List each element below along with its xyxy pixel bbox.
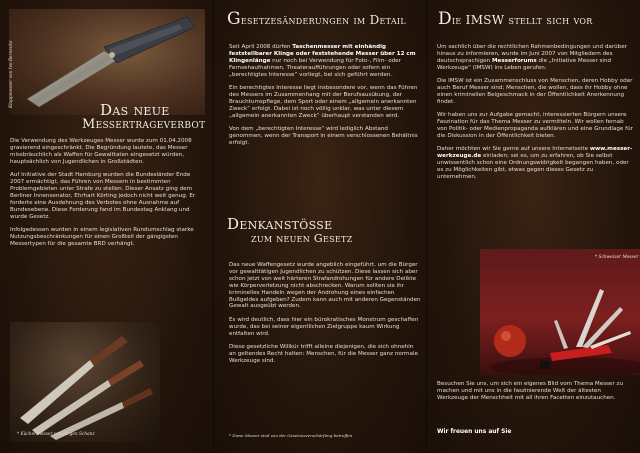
col2-paragraph: Es wird deutlich, dass hier ein bürokratisches Monstrum geschaffen wurde, das bei seiner eigentlichen Zielgruppe kaum Wirkung entfalten wird. — [229, 316, 419, 337]
affected-knives-caption: * Diese Messer sind von der Gesetzesverschärfung betroffen — [229, 433, 353, 438]
col2-paragraph: Ein berechtigtes Interesse liegt insbesondere vor, wenn das Führen des Messers im Zusammenhang mit der Berufsausübung, der Brauchtumspflege, dem Sport oder einem „allgemein anerkannten Zweck“ erfolgt. Dabei ist noch völlig unklar, was unter diesem „allgemein anerkannten Zweck“ überhaupt verstanden wird. — [229, 85, 418, 119]
col2-heading2-line1: Denkanstösse — [227, 215, 333, 233]
kitchen-knives-illustration — [10, 322, 160, 442]
col1-paragraph: Infolgedessen wurden in einem legislativen Rundumschlag starke Nutzungsbeschränkungen für einen Großteil der gängigsten Messertypen für die gesamte BRD verhängt. — [10, 226, 194, 247]
swiss-knife-caption: * Schweizer Messer — [595, 255, 639, 260]
col3-paragraph — [437, 146, 633, 181]
col2-body-bottom — [229, 262, 421, 371]
col2-p1-bold: Taschenmesser mit einhändig feststellbarer Klinge oder feststehende Messer über 12 cm Klingenlänge — [229, 44, 416, 64]
col2-p1-end: nur noch bei Verwendung für Foto-, Film- oder Fernsehaufnahmen, Theateraufführungen oder sofern ein „berechtigtes Interesse“ vorliegt, bei sich geführt werden. — [229, 57, 401, 78]
col3-paragraph: Besuchen Sie uns, um sich ein eigenes Bild vom Thema Messer zu machen und mit uns in die faszinierende Welt der ältesten Werkzeuge der Menschheit mit all ihren Facetten einzutauchen. — [437, 381, 624, 401]
col2-paragraph: Von dem „berechtigten Interesse“ wird lediglich Abstand genommen, wenn der Transport in einem verschlossenen Behältnis erfolgt. — [229, 126, 418, 146]
col1-body — [10, 138, 206, 254]
website-link[interactable]: www.messer-werkzeuge.de — [437, 146, 633, 160]
col3-body-top — [437, 44, 633, 187]
col2-body-top — [229, 44, 421, 153]
col1-heading-line2: Messertrageverbot — [82, 117, 206, 132]
col3-p4-end: einladen; sei es, um zu erfahren, ob Sie selbst unwissentlich schon eine Ordnungswidrigkeit begangen haben, oder es zu Möglichkeiten gibt, etwas gegen dieses Gesetz zu unternehmen. — [437, 153, 629, 180]
closing-line: Wir freuen uns auf Sie — [437, 429, 512, 435]
col3-heading — [438, 9, 638, 29]
col2-heading-initial: G — [227, 9, 241, 29]
knife-photo-vertical-caption: Klappmesser von Ivo Bernecke — [9, 40, 14, 108]
col2-heading-rest: esetzesänderungen im Detail — [240, 13, 406, 27]
col3-body-bottom — [437, 381, 633, 408]
swiss-knife-illustration — [480, 249, 640, 375]
col3-p1-start: Um sachlich über die rechtlichen Rahmenbedingungen und darüber hinaus zu informieren, wurde im Juni 2007 von Mitgliedern des deutschsprachigen — [437, 44, 627, 64]
col1-paragraph: Auf Initiative der Stadt Hamburg wurden die Bundesländer Ende 2007 ermächtigt, das Führen von Messern in bestimmten Problemgebieten unter Strafe zu stellen. Dieser Ansatz ging dem Berliner Innensenator, Ehrhart Körting jedoch nicht weit genug. Er forderte eine Ausdehnung des Verbotes ohne Ausnahme auf Bundesebene. Diese Forderung fand im Bundestag Anklang und wurde Gesetz. — [10, 172, 196, 220]
col3-paragraph: Die IMSW ist ein Zusammenschluss von Menschen, deren Hobby oder auch Beruf Messer sind; Menschen, die wollen, dass ihr Hobby ohne einen kriminellen Beigeschmack in der Öffentlichkeit Anerkennung findet. — [437, 78, 633, 105]
col3-paragraph: Wir haben uns zur Aufgabe gemacht, interessierten Bürgern unsere Faszination für das Thema Messer zu vermitteln. Wir wollen fernab von Politik- oder Medienpropaganda aufklären und eine Grundlage für die Diskussion in der Öffentlichkeit bieten. — [437, 112, 633, 139]
col2-p1-start: Seit April 2008 dürfen — [229, 44, 293, 50]
col2-paragraph: Diese gesetzliche Willkür trifft alleine diejenigen, die sich ohnehin an geltendes Recht halten: Menschen, für die Messer ganz normale Werkzeuge sind. — [229, 344, 418, 364]
col1-heading-line1: Das neue — [100, 101, 170, 119]
col2-heading2-line2: zum neuen Gesetz — [251, 232, 353, 245]
col2-heading2 — [227, 216, 427, 245]
col3-p1-end: die „Initiative Messer sind Werkzeuge“ (IMSW) ins Leben gerufen. — [437, 57, 612, 71]
col3-heading-initial: D — [438, 9, 452, 29]
col3-p1-bold: Messerforums — [491, 57, 537, 64]
col2-paragraph — [229, 44, 421, 79]
folding-knife-illustration — [9, 9, 205, 115]
folding-knife-photo — [9, 9, 205, 115]
col2-heading — [227, 9, 427, 29]
kitchen-knives-caption: * Küchenmesser von Jürgen Schanz — [17, 432, 95, 437]
col3-heading-rest: ie IMSW stellt sich vor — [451, 13, 593, 27]
kitchen-knives-photo — [10, 322, 160, 442]
col2-paragraph: Das neue Waffengesetz wurde angeblich eingeführt, um die Bürger vor gewalttätigen Jugendlichen zu schützen. Diese lassen sich aber schon jetzt von weit härteren Strafandrohungen für andere Delikte wie Körperverletzung nicht abschrecken. Warum sollten sie ihr kriminelles Handeln wegen der Androhung eines einfachen Bußgeldes aufgeben? Zudem kann auch mit anderen Gegenständen Gewalt ausgeübt werden. — [229, 262, 421, 310]
col1-heading — [82, 101, 206, 132]
col1-paragraph: Die Verwendung des Werkzeuges Messer wurde zum 01.04.2008 gravierend eingeschränkt. Die Begründung lautete, das Messer missbräuchlich als Waffen für Gewalttaten eingesetzt würden, hauptsächlich von Jugendlichen in Großstädten. — [10, 138, 192, 165]
col3-paragraph — [437, 44, 633, 72]
swiss-knife-photo — [480, 249, 640, 375]
col3-p4-start: Daher möchten wir Sie gerne auf unsere Internetseite — [437, 146, 590, 153]
